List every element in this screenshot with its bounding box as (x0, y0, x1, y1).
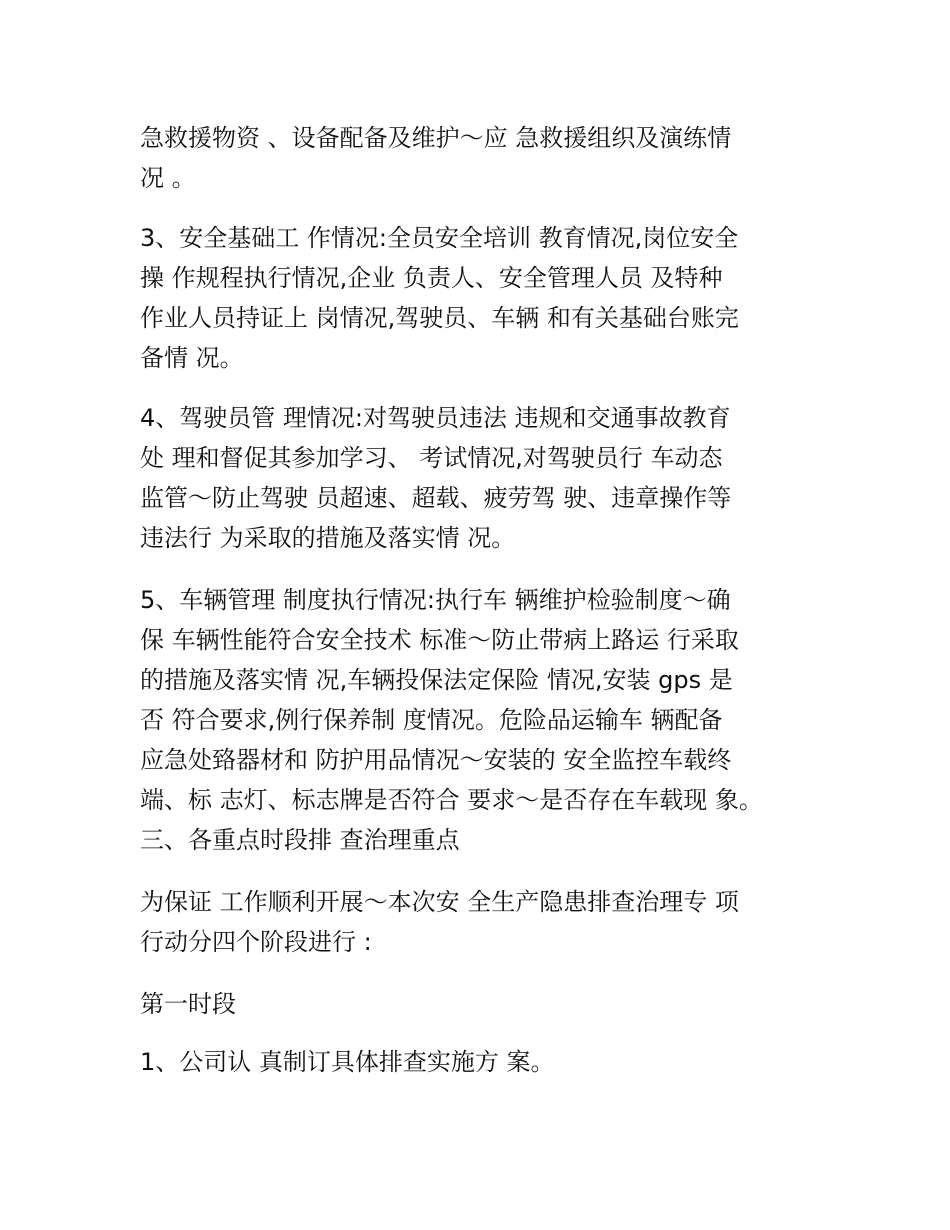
paragraph-emergency-supplies (140, 118, 830, 198)
text-line: 4、驾驶员管 理情况:对驾驶员违法 违规和交通事故教育 (140, 404, 731, 432)
text-line: 行动分四个阶段进行 : (140, 928, 372, 956)
paragraph-phases-intro (140, 882, 830, 962)
text-line: 为保证 工作顺利开展～本次安 全生产隐患排查治理专 项 (140, 888, 739, 916)
text-line: 应急处臵器材和 防护用品情况～安装的 安全监控车载终 (140, 746, 732, 774)
section-heading: 三、各重点时段排 查治理重点 (140, 826, 460, 854)
paragraph-safety-basics (140, 218, 830, 378)
text-line: 1、公司认 真制订具体排查实施方 案。 (140, 1048, 555, 1076)
text-line: 监管～防止驾驶 员超速、超载、疲劳驾 驶、违章操作等 (140, 484, 732, 512)
text-line: 端、标 志灯、标志牌是否符合 要求～是否存在车载现 象。 (140, 786, 763, 814)
text-line: 作业人员持证上 岗情况,驾驶员、车辆 和有关基础台账完 (140, 304, 739, 332)
paragraph-first-phase-title (140, 984, 830, 1024)
text-line: 的措施及落实情 况,车辆投保法定保险 情况,安装 gps 是 (140, 666, 733, 694)
text-line: 况 。 (140, 164, 196, 192)
text-line: 急救援物资 、设备配备及维护～应 急救援组织及演练情 (140, 124, 732, 152)
text-line: 操 作规程执行情况,企业 负责人、安全管理人员 及特种 (140, 264, 723, 292)
text-line: 第一时段 (140, 990, 236, 1018)
text-line: 备情 况。 (140, 344, 244, 372)
paragraph-first-phase-item-1 (140, 1042, 830, 1082)
paragraph-vehicle-management (140, 580, 830, 860)
paragraph-driver-management (140, 398, 830, 558)
text-line: 保 车辆性能符合安全技术 标准～防止带病上路运 行采取 (140, 626, 739, 654)
text-line: 5、车辆管理 制度执行情况:执行车 辆维护检验制度～确 (140, 586, 731, 614)
text-line: 处 理和督促其参加学习、 考试情况,对驾驶员行 车动态 (140, 444, 723, 472)
text-line: 违法行 为采取的措施及落实情 况。 (140, 524, 516, 552)
text-line: 3、安全基础工 作情况:全员安全培训 教育情况,岗位安全 (140, 224, 739, 252)
text-line: 否 符合要求,例行保养制 度情况。危险品运输车 辆配备 (140, 706, 723, 734)
